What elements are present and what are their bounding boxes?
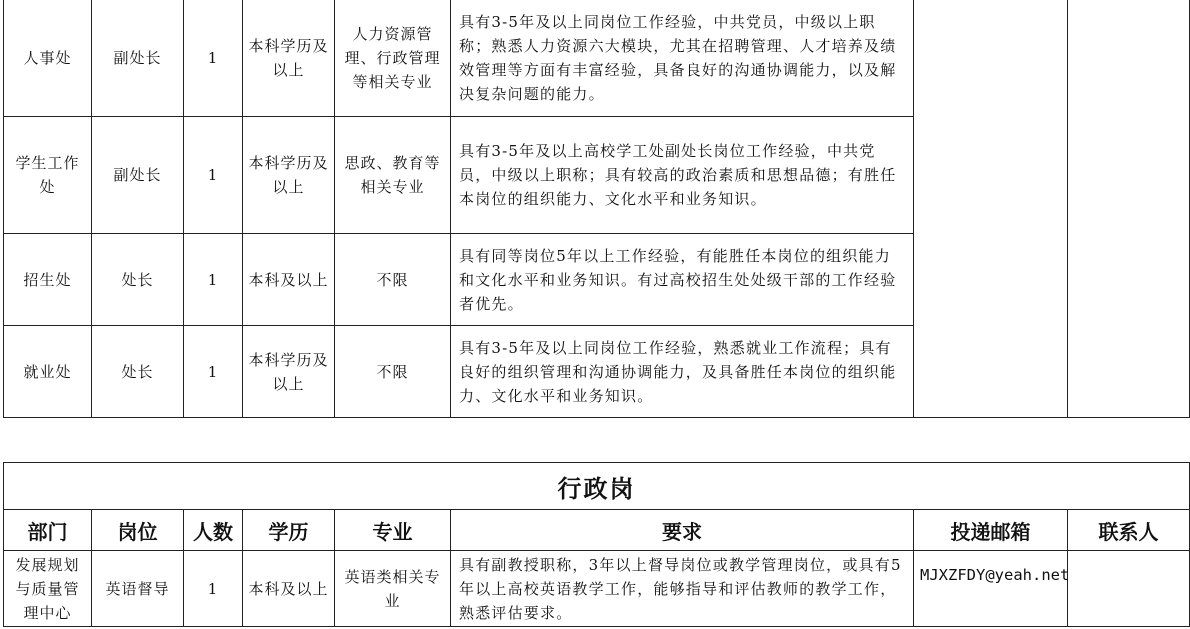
dept-cell: 招生处 [4, 234, 92, 326]
header-row [4, 510, 1190, 551]
position-cell: 处长 [92, 326, 184, 418]
requirement-cell: 具有3-5年及以上同岗位工作经验，熟悉就业工作流程；具有良好的组织管理和沟通协调能力，及具备胜任本岗位的组织能力、文化水平和业务知识。 [451, 326, 914, 418]
major-cell: 不限 [335, 326, 451, 418]
count-cell: 1 [184, 117, 243, 234]
upper-table [3, 0, 1190, 418]
requirement-cell: 具有3-5年及以上高校学工处副处长岗位工作经验，中共党员，中级以上职称；具有较高的政治素质和思想品德；有胜任本岗位的组织能力、文化水平和业务知识。 [451, 117, 914, 234]
section-title-row [4, 463, 1190, 510]
header-requirement: 要求 [451, 510, 914, 551]
section-title: 行政岗 [4, 463, 1190, 510]
table-row [4, 0, 1190, 117]
dept-cell: 学生工作处 [4, 117, 92, 234]
requirement-cell: 具有副教授职称，3年以上督导岗位或教学管理岗位，或具有5年以上高校英语教学工作，能够指导和评估教师的教学工作，熟悉评估要求。 [451, 551, 914, 627]
contact-cell-empty [1068, 0, 1190, 418]
requirement-cell: 具有3-5年及以上同岗位工作经验，中共党员，中级以上职称；熟悉人力资源六大模块，尤其在招聘管理、人才培养及绩效管理等方面有丰富经验，具备良好的沟通协调能力，以及解决复杂问题的能力。 [451, 0, 914, 117]
header-education: 学历 [243, 510, 335, 551]
major-cell: 不限 [335, 234, 451, 326]
count-cell: 1 [184, 234, 243, 326]
position-cell: 处长 [92, 234, 184, 326]
education-cell: 本科学历及以上 [243, 117, 335, 234]
major-cell: 人力资源管理、行政管理等相关专业 [335, 0, 451, 117]
header-contact: 联系人 [1068, 510, 1190, 551]
position-cell: 副处长 [92, 0, 184, 117]
count-cell: 1 [184, 0, 243, 117]
header-dept: 部门 [4, 510, 92, 551]
dept-cell: 发展规划与质量管理中心 [4, 551, 92, 627]
position-cell: 副处长 [92, 117, 184, 234]
dept-cell: 人事处 [4, 0, 92, 117]
major-cell: 思政、教育等相关专业 [335, 117, 451, 234]
count-cell: 1 [184, 551, 243, 627]
education-cell: 本科学历及以上 [243, 326, 335, 418]
header-count: 人数 [184, 510, 243, 551]
major-cell: 英语类相关专业 [335, 551, 451, 627]
education-cell: 本科及以上 [243, 234, 335, 326]
header-major: 专业 [335, 510, 451, 551]
count-cell: 1 [184, 326, 243, 418]
education-cell: 本科及以上 [243, 551, 335, 627]
requirement-cell: 具有同等岗位5年以上工作经验，有能胜任本岗位的组织能力和文化水平和业务知识。有过高校招生处处级干部的工作经验者优先。 [451, 234, 914, 326]
contact-cell [1068, 551, 1190, 627]
email-cell[interactable]: MJXZFDY@yeah.net [914, 551, 1068, 627]
table-row [4, 551, 1190, 627]
email-cell-empty [914, 0, 1068, 418]
dept-cell: 就业处 [4, 326, 92, 418]
education-cell: 本科学历及以上 [243, 0, 335, 117]
header-position: 岗位 [92, 510, 184, 551]
admin-table [3, 462, 1190, 627]
position-cell: 英语督导 [92, 551, 184, 627]
header-email: 投递邮箱 [914, 510, 1068, 551]
